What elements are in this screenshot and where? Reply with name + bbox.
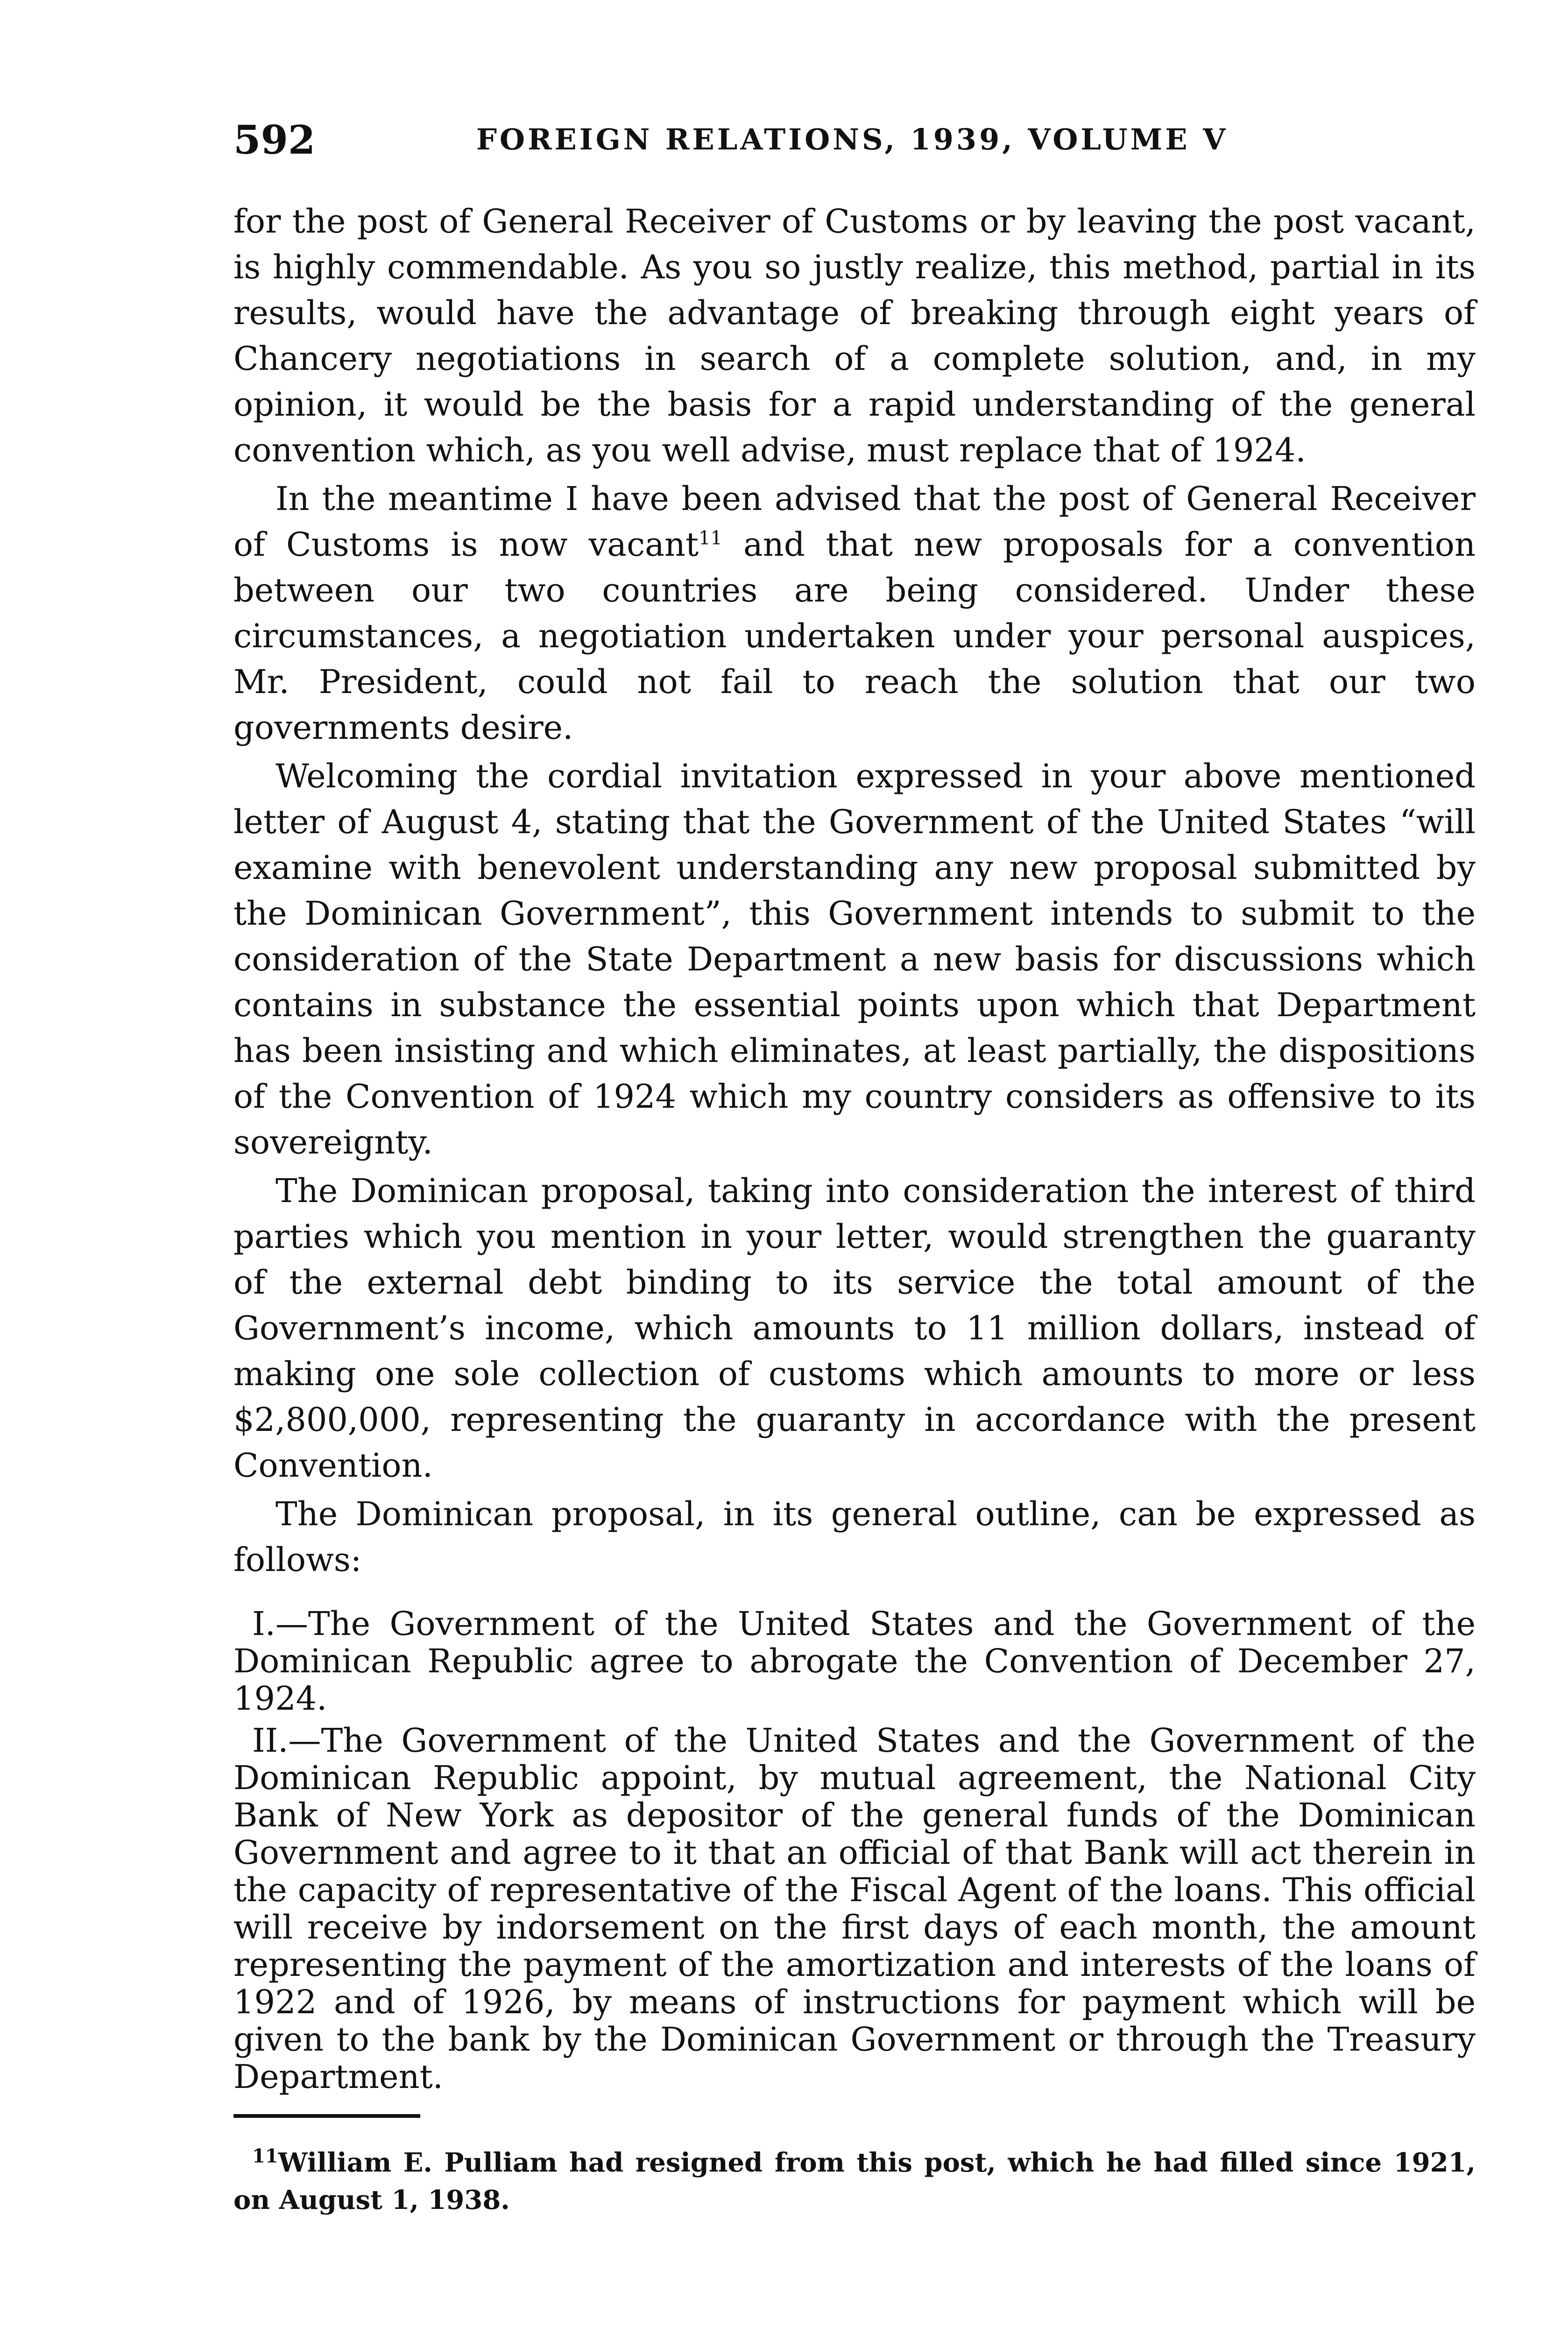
paragraph-3: Welcoming the cordial invitation expressed in your above mentioned letter of August 4, stating that the Government of the United States “will examine with benevolent understanding any new proposal submitted by the Dominican Government”, this Government intends to submit to the consideration of the State Department a new basis for discussions which contains in substance the essential points upon which that Department has been insisting and which eliminates, at least partially, the dispositions of the Convention of 1924 which my country considers as offensive to its sovereignty. <box>233 757 1476 1161</box>
article-2: II.—The Government of the United States and the Government of the Dominican Republic appoint, by mutual agreement, the National City Bank of New York as depositor of the general funds of the Dominican Government and agree to it that an official of that Bank will act therein in the capacity of representative of the Fiscal Agent of the loans. This official will receive by indorsement on the first days of each month, the amount representing the payment of the amortization and interests of the loans of 1922 and of 1926, by means of instructions for payment which will be given to the bank by the Dominican Government or through the Treasury Department. <box>233 1721 1476 2096</box>
running-head <box>233 117 1494 173</box>
footnote-divider <box>233 2114 420 2118</box>
footnote-text: William E. Pulliam had resigned from this post, which he had filled since 1921, on August 1, 1938. <box>233 2147 1476 2215</box>
footnote-marker: 11 <box>252 2145 278 2167</box>
paragraph-4: The Dominican proposal, taking into consideration the interest of third parties which you mention in your letter, would strengthen the guaranty of the external debt binding to its service the total amount of the Government’s income, which amounts to 11 million dollars, instead of making one sole collection of customs which amounts to more or less $2,800,000, representing the guaranty in accordance with the present Convention. <box>233 1172 1476 1485</box>
body-text <box>233 198 1476 2245</box>
article-1: I.—The Government of the United States and the Government of the Dominican Republic agree to abrogate the Convention of December 27, 1924. <box>233 1605 1476 1718</box>
paragraph-2-text-a: In the meantime I have been advised that the post of General Receiver of Customs is now vacant <box>233 480 1476 564</box>
paragraph-1: for the post of General Receiver of Customs or by leaving the post vacant, is highly commendable. As you so justly realize, this method, partial in its results, would have the advantage of breaking through eight years of Chancery negotiations in search of a complete solution, and, in my opinion, it would be the basis for a rapid understanding of the general convention which, as you well advise, must replace that of 1924. <box>233 202 1476 469</box>
footnote <box>233 2144 1476 2219</box>
paragraph-2 <box>233 476 1476 750</box>
page-number: 592 <box>233 117 316 163</box>
paragraph-2-text-b: and that new proposals for a convention between our two countries are being considered. Under these circumstances, a negotiation undertaken under your personal auspices, Mr. President, could not fail to reach the solution that our two governments desire. <box>233 525 1476 747</box>
footnote-reference: 11 <box>699 527 723 549</box>
running-title: FOREIGN RELATIONS, 1939, VOLUME V <box>476 122 1229 156</box>
paragraph-5: The Dominican proposal, in its general outline, can be expressed as follows: <box>233 1495 1476 1579</box>
